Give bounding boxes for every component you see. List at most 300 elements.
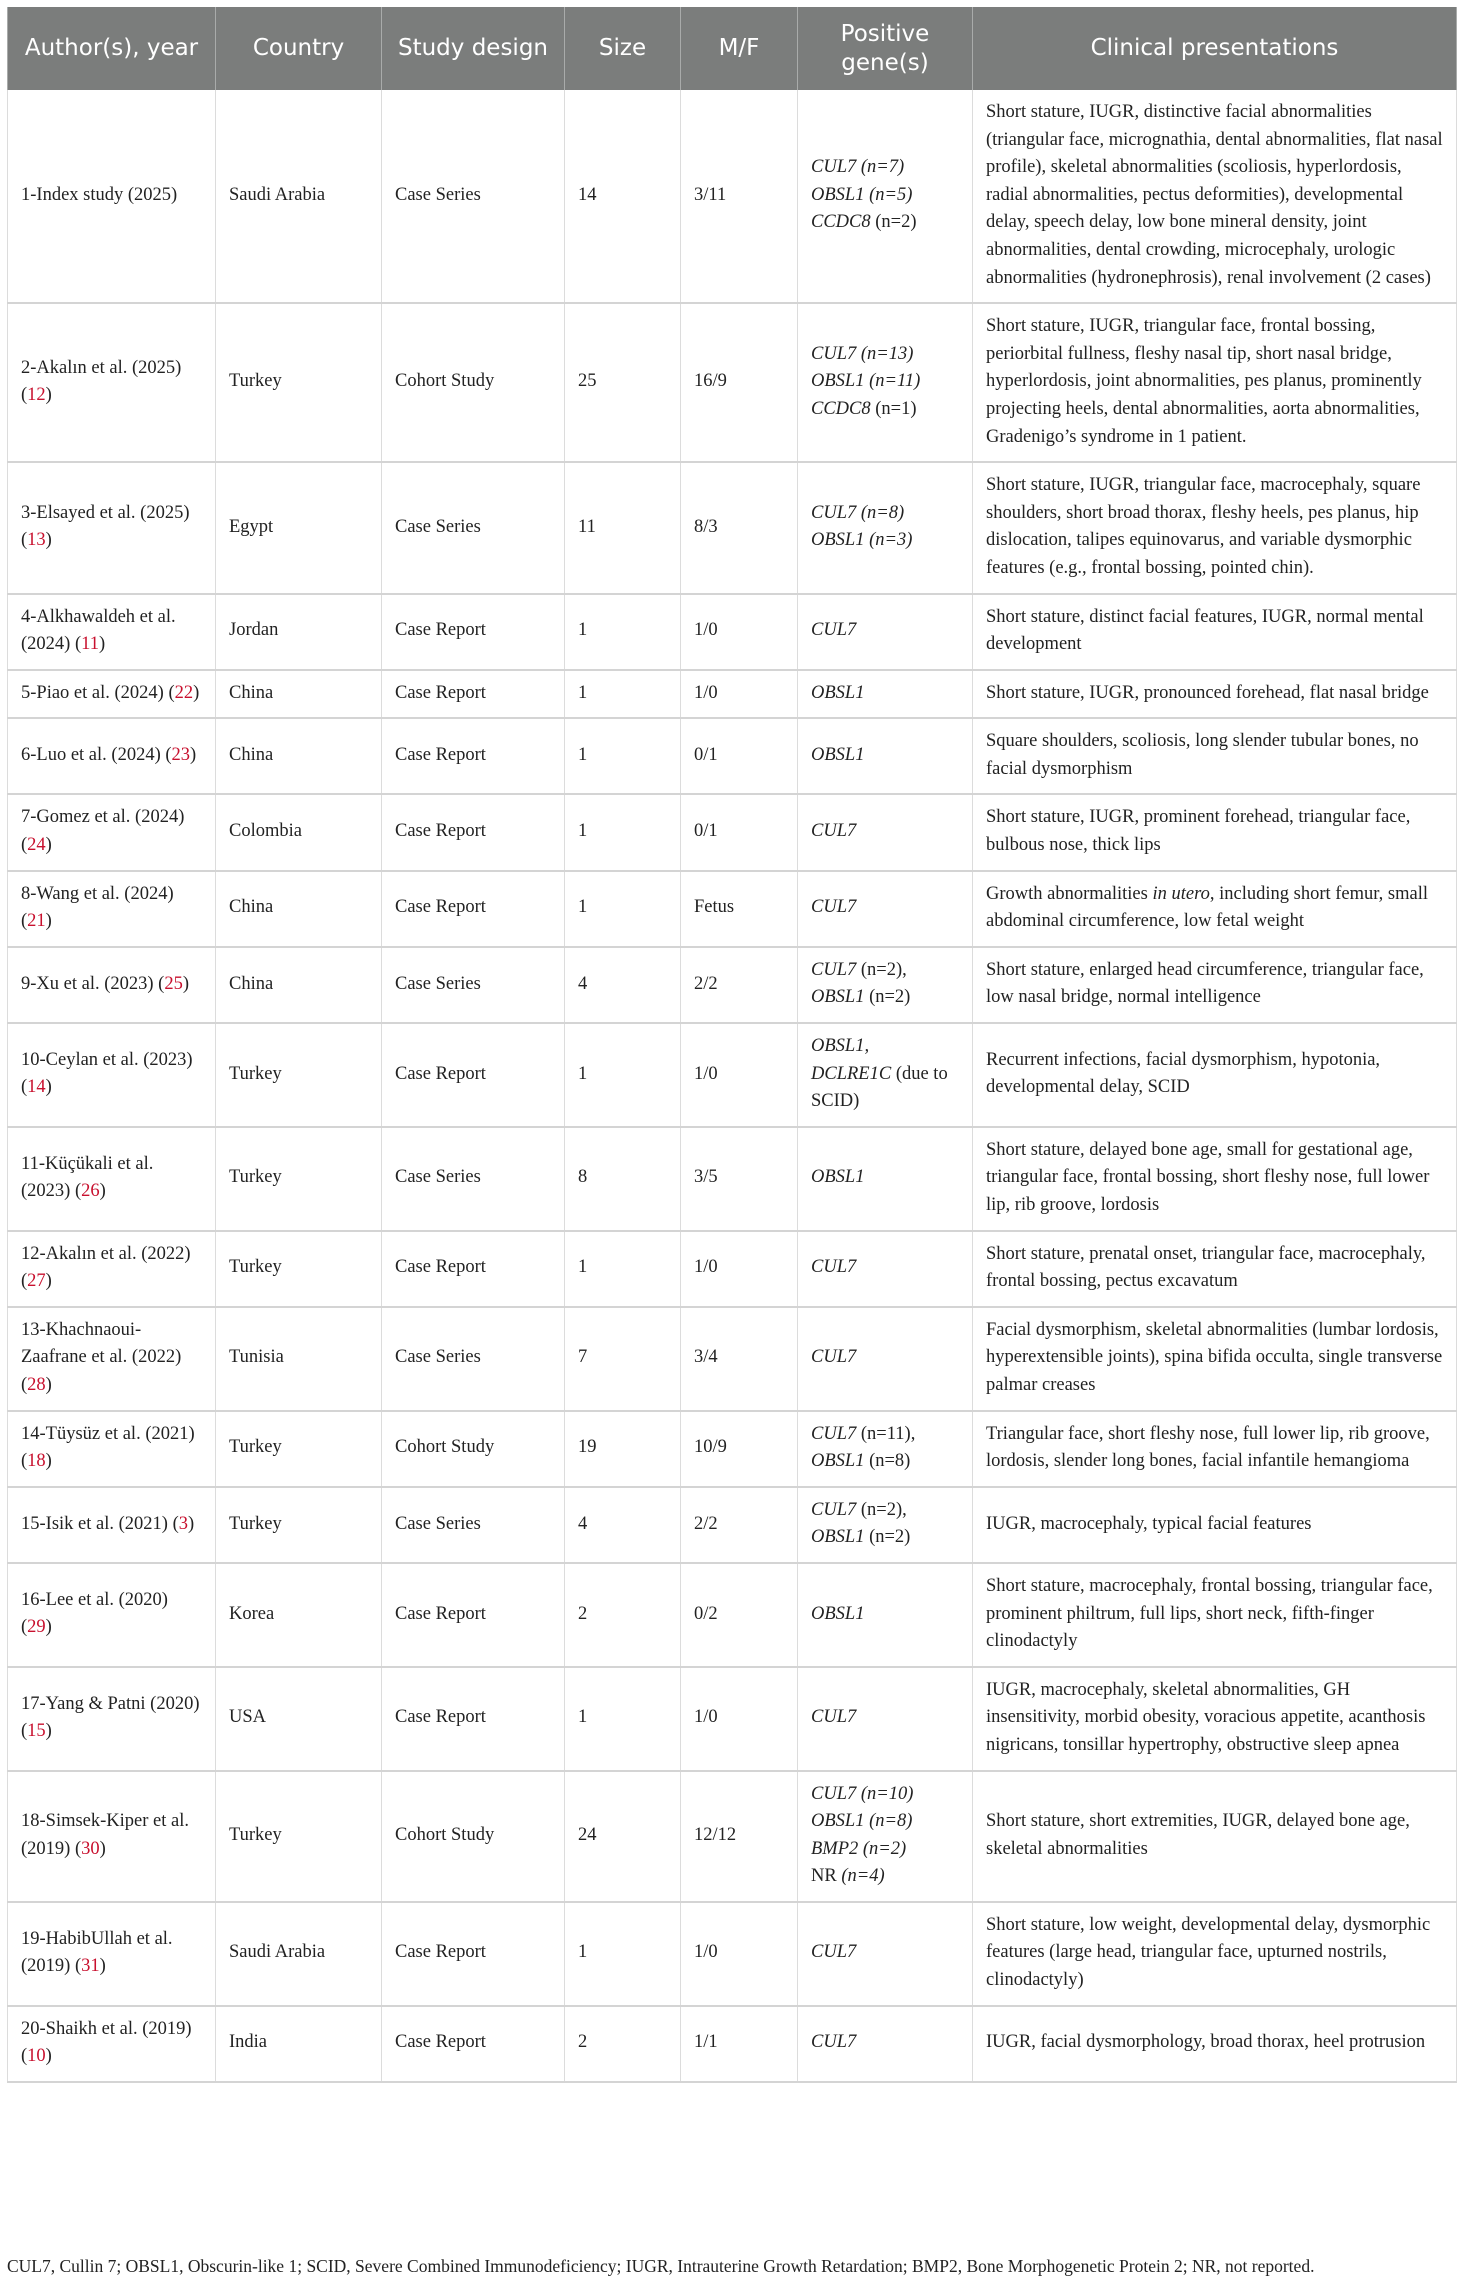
size-cell: 2 xyxy=(565,2006,681,2082)
gene-entry xyxy=(811,396,959,424)
author-text: 20-Shaikh et al. (2019) xyxy=(21,2018,192,2039)
table-row xyxy=(8,1487,1457,1563)
gene-name: OBSL1 xyxy=(811,530,865,551)
gene-count: (n=2), xyxy=(856,1499,907,1520)
gene-entry xyxy=(811,527,959,555)
size-cell: 11 xyxy=(565,462,681,593)
gene-name: CUL7 xyxy=(811,1499,857,1520)
country-cell: Turkey xyxy=(216,1231,382,1307)
clinical-cell xyxy=(973,1023,1457,1127)
clinical-cell xyxy=(973,2006,1457,2082)
country-cell: Colombia xyxy=(216,794,382,870)
study-design-cell: Cohort Study xyxy=(382,303,565,462)
clinical-text: Short stature, IUGR, pronounced forehead, flat nasal bridge xyxy=(986,682,1429,703)
clinical-cell xyxy=(973,90,1457,303)
mf-cell: 10/9 xyxy=(681,1411,798,1487)
gene-name: BMP2 xyxy=(811,1838,859,1859)
table-header-row xyxy=(8,7,1457,90)
clinical-cell xyxy=(973,1902,1457,2006)
clinical-text: Square shoulders, scoliosis, long slender tubular bones, no facial dysmorphism xyxy=(986,731,1419,779)
header-mf: M/F xyxy=(681,7,798,90)
genes-cell xyxy=(798,1487,973,1563)
author-cell: 17-Yang & Patni (2020) (15) xyxy=(8,1667,216,1771)
gene-entry xyxy=(811,1863,959,1891)
author-text: 2-Akalın et al. (2025) xyxy=(21,357,182,378)
gene-entry xyxy=(811,1601,959,1629)
clinical-text: Short stature, IUGR, prominent forehead, triangular face, bulbous nose, thick lips xyxy=(986,807,1411,856)
size-cell: 1 xyxy=(565,1667,681,1771)
clinical-cell xyxy=(973,594,1457,670)
gene-entry xyxy=(811,1497,959,1525)
clinical-text: Short stature, IUGR, triangular face, frontal bossing, periorbital fullness, fleshy nasal tip, short nasal bridge, hyperlordosis, joint abnormalities, pes planus, prominently projecting heels, dental abnormalities, aorta abnormalities, Gradenigo’s syndrome in 1 patient. xyxy=(986,316,1422,447)
gene-name: CUL7 xyxy=(811,821,857,842)
author-cell: 9-Xu et al. (2023) (25) xyxy=(8,947,216,1023)
study-design-cell: Case Report xyxy=(382,1563,565,1667)
gene-count: (n=8) xyxy=(864,1451,911,1472)
mf-cell: 1/0 xyxy=(681,670,798,719)
author-cell: 15-Isik et al. (2021) (3) xyxy=(8,1487,216,1563)
study-design-cell: Case Report xyxy=(382,1231,565,1307)
author-cell: 4-Alkhawaldeh et al. (2024) (11) xyxy=(8,594,216,670)
table-row xyxy=(8,2006,1457,2082)
clinical-cell xyxy=(973,303,1457,462)
gene-name: OBSL1 xyxy=(811,745,865,766)
author-text: 19-HabibUllah et al. (2019) xyxy=(21,1928,173,1977)
table-row xyxy=(8,1563,1457,1667)
mf-cell: Fetus xyxy=(681,871,798,947)
author-text: 6-Luo et al. (2024) xyxy=(21,745,161,766)
size-cell: 1 xyxy=(565,794,681,870)
author-cell: 11-Küçükali et al. (2023) (26) xyxy=(8,1127,216,1231)
gene-entry xyxy=(811,818,959,846)
country-cell: Korea xyxy=(216,1563,382,1667)
study-design-cell: Case Series xyxy=(382,1487,565,1563)
size-cell: 2 xyxy=(565,1563,681,1667)
author-cell: 2-Akalın et al. (2025) (12) xyxy=(8,303,216,462)
author-cell: 7-Gomez et al. (2024) (24) xyxy=(8,794,216,870)
study-design-cell: Case Report xyxy=(382,1023,565,1127)
mf-cell: 0/2 xyxy=(681,1563,798,1667)
gene-entry xyxy=(811,1061,959,1116)
clinical-text: Short stature, enlarged head circumference, triangular face, low nasal bridge, normal intelligence xyxy=(986,959,1424,1008)
country-cell: Jordan xyxy=(216,594,382,670)
size-cell: 1 xyxy=(565,871,681,947)
reference-link[interactable]: 3 xyxy=(178,1513,188,1534)
author-text: 1-Index study (2025) xyxy=(21,184,178,205)
gene-name: CCDC8 xyxy=(811,398,871,419)
reference-link[interactable]: 21 xyxy=(27,911,46,932)
gene-count: (n=1) xyxy=(870,398,917,419)
country-cell: USA xyxy=(216,1667,382,1771)
author-cell: 14-Tüysüz et al. (2021) (18) xyxy=(8,1411,216,1487)
gene-entry xyxy=(811,182,959,210)
reference-link[interactable]: 26 xyxy=(81,1181,100,1202)
gene-entry xyxy=(811,1448,959,1476)
table-row xyxy=(8,594,1457,670)
study-design-cell: Case Report xyxy=(382,2006,565,2082)
author-cell: 13-Khachnaoui-Zaafrane et al. (2022) (28) xyxy=(8,1307,216,1411)
genes-cell xyxy=(798,1023,973,1127)
clinical-cell xyxy=(973,1411,1457,1487)
gene-name: OBSL1 xyxy=(811,184,865,205)
clinical-text: IUGR, macrocephaly, typical facial features xyxy=(986,1513,1312,1534)
genes-cell xyxy=(798,594,973,670)
table-row xyxy=(8,1307,1457,1411)
reference-link[interactable]: 27 xyxy=(27,1271,46,1292)
gene-count: (n=2) xyxy=(870,212,917,233)
gene-entry xyxy=(811,2029,959,2057)
author-text: 11-Küçükali et al. (2023) xyxy=(21,1153,154,1202)
table-row xyxy=(8,947,1457,1023)
gene-name: CCDC8 xyxy=(811,212,871,233)
genes-cell xyxy=(798,303,973,462)
gene-count: (n=11) xyxy=(864,371,921,392)
gene-count: (n=3) xyxy=(864,530,913,551)
clinical-cell xyxy=(973,1771,1457,1902)
study-design-cell: Case Series xyxy=(382,947,565,1023)
author-text: 10-Ceylan et al. (2023) xyxy=(21,1049,193,1070)
mf-cell: 12/12 xyxy=(681,1771,798,1902)
table-footnote: CUL7, Cullin 7; OBSL1, Obscurin-like 1; SCID, Severe Combined Immunodeficiency; IUGR, Intrauterine Growth Retardation; BMP2, Bone Morphogenetic Protein 2; NR, not reported. xyxy=(7,2256,1315,2276)
table-row xyxy=(8,1127,1457,1231)
genes-cell xyxy=(798,1902,973,2006)
gene-name: CUL7 xyxy=(811,1423,857,1444)
country-cell: Turkey xyxy=(216,303,382,462)
mf-cell: 1/0 xyxy=(681,1902,798,2006)
author-cell: 12-Akalın et al. (2022) (27) xyxy=(8,1231,216,1307)
reference-link[interactable]: 24 xyxy=(27,835,46,856)
gene-name: OBSL1 xyxy=(811,371,865,392)
clinical-text: Short stature, distinct facial features, IUGR, normal mental development xyxy=(986,606,1424,655)
author-text: 13-Khachnaoui-Zaafrane et al. (2022) xyxy=(21,1319,182,1368)
gene-entry xyxy=(811,341,959,369)
study-design-cell: Cohort Study xyxy=(382,1411,565,1487)
clinical-text: Short stature, low weight, developmental delay, dysmorphic features (large head, triangular face, upturned nostrils, clinodactyly) xyxy=(986,1914,1431,1991)
author-cell: 10-Ceylan et al. (2023) (14) xyxy=(8,1023,216,1127)
author-cell xyxy=(8,90,216,303)
mf-cell: 8/3 xyxy=(681,462,798,593)
clinical-text: Short stature, IUGR, distinctive facial abnormalities (triangular face, micrognathia, dental abnormalities, flat nasal profile), skeletal abnormalities (scoliosis, hyperlordosis, radial abnormalities, pectus deformities), developmental delay, speech delay, low bone mineral density, joint abnormalities, dental crowding, microcephaly, urologic abnormalities (hydronephrosis), renal involvement (2 cases) xyxy=(986,102,1443,288)
clinical-cell xyxy=(973,1127,1457,1231)
table-row xyxy=(8,1023,1457,1127)
clinical-cell xyxy=(973,1667,1457,1771)
reference-link[interactable]: 15 xyxy=(27,1721,46,1742)
clinical-text: Short stature, IUGR, triangular face, macrocephaly, square shoulders, short broad thorax, fleshy heels, pes planus, hip dislocation, talipes equinovarus, and variable dysmorphic features (e.g., frontal bossing, pointed chin). xyxy=(986,475,1421,578)
size-cell: 1 xyxy=(565,1902,681,2006)
reference-link[interactable]: 18 xyxy=(27,1451,46,1472)
size-cell: 25 xyxy=(565,303,681,462)
author-cell: 5-Piao et al. (2024) (22) xyxy=(8,670,216,719)
gene-entry xyxy=(811,1254,959,1282)
gene-name: CUL7 xyxy=(811,1783,857,1804)
genes-cell xyxy=(798,947,973,1023)
country-cell: China xyxy=(216,670,382,719)
country-cell: China xyxy=(216,947,382,1023)
gene-name: CUL7 xyxy=(811,959,857,980)
genes-cell xyxy=(798,1127,973,1231)
clinical-cell xyxy=(973,670,1457,719)
author-text: 5-Piao et al. (2024) xyxy=(21,682,164,703)
genes-cell xyxy=(798,2006,973,2082)
study-design-cell: Case Report xyxy=(382,670,565,719)
genes-cell xyxy=(798,1771,973,1902)
mf-cell: 3/5 xyxy=(681,1127,798,1231)
gene-count: (n=7) xyxy=(856,157,905,178)
genes-cell xyxy=(798,1411,973,1487)
author-text: 3-Elsayed et al. (2025) xyxy=(21,502,190,523)
mf-cell: 0/1 xyxy=(681,794,798,870)
table-row xyxy=(8,90,1457,303)
table-row xyxy=(8,1902,1457,2006)
study-design-cell: Case Report xyxy=(382,794,565,870)
gene-name: CUL7 xyxy=(811,1942,857,1963)
mf-cell: 1/0 xyxy=(681,1023,798,1127)
country-cell: Saudi Arabia xyxy=(216,1902,382,2006)
size-cell: 14 xyxy=(565,90,681,303)
header-author: Author(s), year xyxy=(8,7,216,90)
size-cell: 4 xyxy=(565,1487,681,1563)
gene-name: OBSL1 xyxy=(811,1603,865,1624)
clinical-cell xyxy=(973,718,1457,794)
reference-link[interactable]: 30 xyxy=(81,1838,100,1859)
gene-name: DCLRE1C xyxy=(811,1063,892,1084)
gene-entry xyxy=(811,1704,959,1732)
gene-entry xyxy=(811,209,959,237)
mf-cell: 3/4 xyxy=(681,1307,798,1411)
clinical-cell xyxy=(973,794,1457,870)
size-cell: 24 xyxy=(565,1771,681,1902)
header-size: Size xyxy=(565,7,681,90)
size-cell: 1 xyxy=(565,594,681,670)
country-cell: Turkey xyxy=(216,1127,382,1231)
gene-entry xyxy=(811,1524,959,1552)
genes-cell xyxy=(798,462,973,593)
gene-entry xyxy=(811,1421,959,1449)
reference-link[interactable]: 31 xyxy=(81,1956,100,1977)
clinical-text: IUGR, facial dysmorphology, broad thorax, heel protrusion xyxy=(986,2032,1426,2053)
country-cell: Turkey xyxy=(216,1411,382,1487)
table-row xyxy=(8,1667,1457,1771)
reference-link[interactable]: 11 xyxy=(81,634,99,655)
gene-count: (n=8) xyxy=(856,502,905,523)
gene-name: CUL7 xyxy=(811,897,857,918)
author-cell: 6-Luo et al. (2024) (23) xyxy=(8,718,216,794)
gene-entry xyxy=(811,1781,959,1809)
header-study-design: Study design xyxy=(382,7,565,90)
genes-cell xyxy=(798,718,973,794)
mf-cell: 3/11 xyxy=(681,90,798,303)
size-cell: 1 xyxy=(565,1231,681,1307)
reference-link[interactable]: 14 xyxy=(27,1077,46,1098)
clinical-text: Facial dysmorphism, skeletal abnormalities (lumbar lordosis, hyperextensible joints), spina bifida occulta, single transverse palmar creases xyxy=(986,1319,1443,1395)
study-design-cell: Case Report xyxy=(382,1667,565,1771)
author-text: 17-Yang & Patni (2020) xyxy=(21,1693,200,1714)
clinical-cell xyxy=(973,1231,1457,1307)
size-cell: 1 xyxy=(565,670,681,719)
mf-cell: 1/1 xyxy=(681,2006,798,2082)
size-cell: 8 xyxy=(565,1127,681,1231)
gene-name: OBSL1 xyxy=(811,1451,865,1472)
reference-link[interactable]: 13 xyxy=(27,530,46,551)
study-design-cell: Case Report xyxy=(382,1902,565,2006)
gene-name: NR xyxy=(811,1866,837,1887)
table-row xyxy=(8,670,1457,719)
gene-name: CUL7 xyxy=(811,343,857,364)
gene-name: CUL7 xyxy=(811,157,857,178)
gene-entry xyxy=(811,500,959,528)
gene-name: OBSL1 xyxy=(811,682,865,703)
gene-count: (n=2) xyxy=(864,987,911,1008)
clinical-cell xyxy=(973,871,1457,947)
gene-entry xyxy=(811,1344,959,1372)
genes-cell xyxy=(798,794,973,870)
gene-entry xyxy=(811,154,959,182)
author-text: 4-Alkhawaldeh et al. (2024) xyxy=(21,606,176,655)
gene-count: (n=2), xyxy=(856,959,907,980)
genes-cell xyxy=(798,1307,973,1411)
size-cell: 4 xyxy=(565,947,681,1023)
gene-entry xyxy=(811,742,959,770)
gene-name: CUL7 xyxy=(811,1257,857,1278)
genes-cell xyxy=(798,670,973,719)
mf-cell: 1/0 xyxy=(681,1667,798,1771)
gene-count: (n=11), xyxy=(856,1423,916,1444)
mf-cell: 1/0 xyxy=(681,1231,798,1307)
table-row xyxy=(8,462,1457,593)
gene-name: OBSL1 xyxy=(811,1167,865,1188)
table-row xyxy=(8,303,1457,462)
gene-name: CUL7 xyxy=(811,620,857,641)
genes-cell xyxy=(798,871,973,947)
gene-entry xyxy=(811,1836,959,1864)
country-cell: China xyxy=(216,718,382,794)
mf-cell: 2/2 xyxy=(681,1487,798,1563)
reference-link[interactable]: 22 xyxy=(174,682,194,703)
clinical-cell xyxy=(973,1307,1457,1411)
study-design-cell: Case Report xyxy=(382,594,565,670)
gene-name: OBSL1 xyxy=(811,987,865,1008)
genes-cell xyxy=(798,1667,973,1771)
gene-count: (due to SCID) xyxy=(811,1063,948,1112)
gene-name: CUL7 xyxy=(811,1347,857,1368)
gene-entry xyxy=(811,894,959,922)
gene-name: CUL7 xyxy=(811,1707,857,1728)
gene-entry xyxy=(811,1808,959,1836)
study-design-cell: Case Series xyxy=(382,462,565,593)
author-text: 7-Gomez et al. (2024) xyxy=(21,807,185,828)
table-body xyxy=(8,90,1457,2082)
table-row xyxy=(8,1771,1457,1902)
table-row xyxy=(8,1231,1457,1307)
clinical-text: Short stature, prenatal onset, triangular face, macrocephaly, frontal bossing, pectus excavatum xyxy=(986,1243,1426,1292)
author-text: 8-Wang et al. (2024) xyxy=(21,883,174,904)
table-row xyxy=(8,1411,1457,1487)
clinical-text: Short stature, macrocephaly, frontal bossing, triangular face, prominent philtrum, full lips, short neck, fifth-finger clinodactyly xyxy=(986,1575,1433,1652)
genes-cell xyxy=(798,1231,973,1307)
table-row xyxy=(8,718,1457,794)
header-clinical-presentations: Clinical presentations xyxy=(973,7,1457,90)
country-cell: Tunisia xyxy=(216,1307,382,1411)
author-text: 18-Simsek-Kiper et al. (2019) xyxy=(21,1811,189,1859)
clinical-text: Short stature, delayed bone age, small for gestational age, triangular face, frontal bossing, short fleshy nose, full lower lip, rib groove, lordosis xyxy=(986,1139,1430,1215)
country-cell: China xyxy=(216,871,382,947)
table-row xyxy=(8,871,1457,947)
gene-entry xyxy=(811,680,959,708)
author-cell: 8-Wang et al. (2024) (21) xyxy=(8,871,216,947)
country-cell: Egypt xyxy=(216,462,382,593)
mf-cell: 16/9 xyxy=(681,303,798,462)
size-cell: 7 xyxy=(565,1307,681,1411)
gene-count: (n=2) xyxy=(864,1527,911,1548)
header-country: Country xyxy=(216,7,382,90)
gene-name: CUL7 xyxy=(811,2032,857,2053)
study-design-cell: Case Series xyxy=(382,1307,565,1411)
gene-count: (n=2) xyxy=(858,1838,907,1859)
country-cell: Turkey xyxy=(216,1023,382,1127)
gene-entry xyxy=(811,617,959,645)
author-cell: 16-Lee et al. (2020) (29) xyxy=(8,1563,216,1667)
size-cell: 1 xyxy=(565,1023,681,1127)
reference-link[interactable]: 29 xyxy=(27,1617,46,1638)
gene-name: OBSL1 xyxy=(811,1811,865,1832)
gene-entry xyxy=(811,1939,959,1967)
author-text: 14-Tüysüz et al. (2021) xyxy=(21,1423,195,1444)
author-text: 15-Isik et al. (2021) xyxy=(21,1513,168,1534)
reference-link[interactable]: 12 xyxy=(27,385,46,406)
genes-cell xyxy=(798,1563,973,1667)
gene-entry xyxy=(811,1164,959,1192)
clinical-text: Triangular face, short fleshy nose, full lower lip, rib groove, lordosis, slender long bones, facial infantile hemangioma xyxy=(986,1423,1430,1472)
clinical-text: Growth abnormalities xyxy=(986,883,1153,904)
country-cell: Turkey xyxy=(216,1487,382,1563)
gene-entry xyxy=(811,368,959,396)
gene-name: OBSL1, xyxy=(811,1036,870,1057)
gene-count: (n=4) xyxy=(836,1866,885,1887)
gene-count: (n=5) xyxy=(864,184,913,205)
clinical-text: IUGR, macrocephaly, skeletal abnormalities, GH insensitivity, morbid obesity, voracious appetite, acanthosis nigricans, tonsillar hypertrophy, obstructive sleep apnea xyxy=(986,1679,1426,1755)
study-design-cell: Case Report xyxy=(382,871,565,947)
reference-link[interactable]: 10 xyxy=(27,2046,46,2067)
gene-count: (n=8) xyxy=(864,1811,913,1832)
genes-cell xyxy=(798,90,973,303)
study-design-cell: Case Series xyxy=(382,90,565,303)
author-text: 9-Xu et al. (2023) xyxy=(21,973,154,994)
author-cell: 20-Shaikh et al. (2019) (10) xyxy=(8,2006,216,2082)
clinical-text: , including short femur, small abdominal circumference, low fetal weight xyxy=(986,883,1429,932)
gene-count: (n=10) xyxy=(856,1783,914,1804)
clinical-text: Recurrent infections, facial dysmorphism, hypotonia, developmental delay, SCID xyxy=(986,1049,1381,1098)
study-design-cell: Case Series xyxy=(382,1127,565,1231)
author-cell: 18-Simsek-Kiper et al. (2019) (30) xyxy=(8,1771,216,1902)
country-cell: Turkey xyxy=(216,1771,382,1902)
clinical-cell xyxy=(973,1563,1457,1667)
clinical-cell xyxy=(973,462,1457,593)
clinical-text: in utero xyxy=(1152,883,1210,904)
gene-entry xyxy=(811,957,959,985)
study-design-cell: Case Report xyxy=(382,718,565,794)
gene-entry xyxy=(811,984,959,1012)
reference-link[interactable]: 28 xyxy=(27,1374,46,1395)
country-cell: Saudi Arabia xyxy=(216,90,382,303)
country-cell: India xyxy=(216,2006,382,2082)
reference-link[interactable]: 25 xyxy=(164,973,183,994)
studies-table xyxy=(7,7,1457,2083)
author-cell: 3-Elsayed et al. (2025) (13) xyxy=(8,462,216,593)
clinical-cell xyxy=(973,1487,1457,1563)
reference-link[interactable]: 23 xyxy=(171,745,191,766)
author-text: 12-Akalın et al. (2022) xyxy=(21,1243,191,1264)
gene-entry xyxy=(811,1033,959,1061)
